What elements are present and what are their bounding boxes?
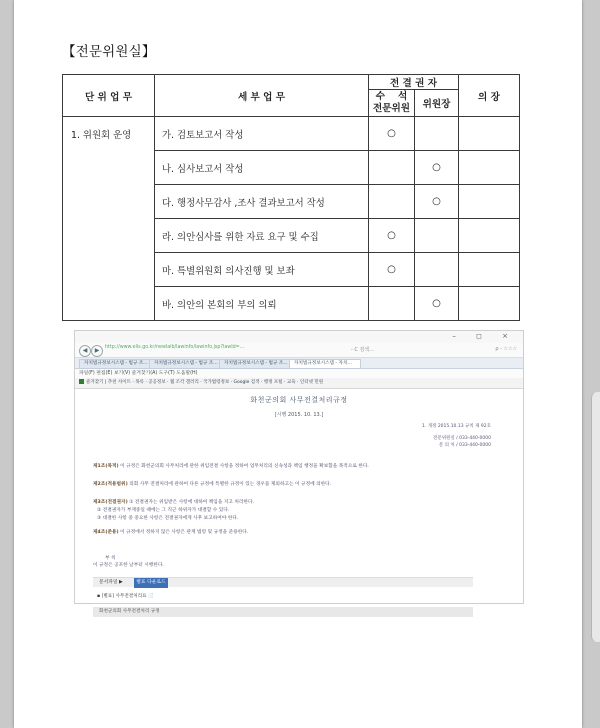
detail-cell: 마. 특별위원회 의사진행 및 보좌 [155, 253, 369, 287]
address-bar [75, 343, 523, 358]
header-detail: 세 부 업 무 [155, 75, 369, 117]
article-line: 제3조(전결권자) ① 전결권자는 위임받은 사항에 대하여 책임을 지고 처리한다. [93, 500, 255, 505]
window-controls[interactable]: – ◻ × [452, 332, 517, 340]
unit-cell [63, 117, 155, 321]
header-chair: 위원장 [415, 90, 459, 117]
browser-tab[interactable]: 자치법규정보시스템 - 법규 조... [149, 359, 221, 369]
note-cell [459, 117, 520, 151]
header-sub-director [369, 90, 415, 117]
chair-mark [415, 253, 459, 287]
chair-mark: ○ [415, 151, 459, 185]
note-cell [459, 287, 520, 321]
download-button[interactable]: 별표 다운로드 [134, 578, 167, 588]
article-line: 제1조(목적) 이 규정은 화천군의회 사무처리에 관한 위임전결 사항을 정하여 업무처리의 신속성과 책임 행정을 확보함을 목적으로 한다. [93, 464, 369, 469]
appendix-title: 부 칙 [105, 556, 116, 561]
detail-cell: 라. 의안심사를 위한 자료 요구 및 수집 [155, 219, 369, 253]
side-scroll-handle[interactable] [591, 392, 600, 642]
header-authority: 전 결 권 자 [369, 75, 459, 90]
chair-mark [415, 219, 459, 253]
sub-mark: ○ [369, 219, 415, 253]
file-row[interactable]: ▪ [별표] 사무전결처리표 📄 [97, 594, 154, 599]
detail-cell: 다. 행정사무감사 ,조사 결과보고서 작성 [155, 185, 369, 219]
browser-tab[interactable]: 자치법규정보시스템 - 법규 조... [219, 359, 291, 369]
star-icon [79, 379, 84, 384]
doc-date: [시행 2015. 10. 13.] [274, 412, 324, 418]
detail-cell: 바. 의안의 본회의 부의 의뢰 [155, 287, 369, 321]
browser-tabs [75, 358, 523, 369]
section-title: 【전문위원실】 [62, 44, 156, 60]
article-line: ③ 대결한 사항 중 중요한 사항은 전결권자에게 사후 보고하여야 한다. [97, 516, 239, 521]
article-line: 제2조(적용범위) 의회 사무 전결처리에 관하여 다른 규정에 특별한 규정이 있는 경우를 제외하고는 이 규정에 의한다. [93, 482, 332, 487]
forward-icon[interactable]: ▶ [91, 345, 103, 357]
header-sub-bottom: 전문위원 [372, 103, 411, 114]
header-unit: 단 위 업 무 [63, 75, 155, 117]
article-line: 제4조(준용) 이 규정에서 정하지 않은 사항은 관계 법령 및 규정을 준용한다. [93, 530, 249, 535]
browser-tab-active[interactable]: 자치법규정보시스템 - 자치... [289, 359, 361, 369]
detail-cell: 나. 심사보고서 작성 [155, 151, 369, 185]
appendix-text: 이 규정은 공포한 날부터 시행한다. [93, 563, 164, 568]
menu-bar[interactable]: 파일(F) 편집(E) 보기(V) 즐겨찾기(A) 도구(T) 도움말(H) [75, 369, 523, 378]
note-cell [459, 253, 520, 287]
browser-titlebar [75, 331, 523, 343]
file-label: 문서파일 ▶ [99, 580, 123, 585]
chair-mark: ○ [415, 185, 459, 219]
favorites-items[interactable]: 즐겨찾기 | 추천 사이트 · 목록 · 공공정보 · 웹 조각 갤러리 · 국가법령정보 · Google 검색 · 행정 포털 · 교육 · 인터넷 민원 [86, 380, 324, 385]
url-field[interactable]: http://www.elis.go.kr/newlaib/lawinfo/lawinfo.jsp?lawId=... [105, 345, 245, 350]
sub-mark [369, 151, 415, 185]
favorites-bar [75, 378, 523, 389]
search-box[interactable]: - C 검색... [351, 347, 374, 353]
doc-contact: 문 의 처 / 033-440-0000 [438, 443, 491, 448]
sub-mark [369, 287, 415, 321]
sub-mark: ○ [369, 253, 415, 287]
table-row [63, 117, 520, 151]
header-sub-top: 수 석 [375, 91, 408, 102]
bottom-bar: 화천군의회 사무전결처리 규정 [93, 607, 473, 617]
browser-tab[interactable]: 자치법규정보시스템 - 법규 조... [79, 359, 151, 369]
doc-dept: 전문위원실 / 033-440-0000 [433, 436, 491, 441]
note-cell [459, 185, 520, 219]
article-line: ② 전결권자가 부재중일 때에는 그 직근 하위자가 대결할 수 있다. [97, 508, 230, 513]
note-cell [459, 219, 520, 253]
document-page [14, 0, 582, 728]
sub-mark: ○ [369, 117, 415, 151]
detail-cell: 가. 검토보고서 작성 [155, 117, 369, 151]
embedded-browser-screenshot [74, 330, 524, 614]
unit-name: 1. 위원회 운영 [71, 130, 132, 141]
file-bar [93, 577, 473, 587]
sub-mark [369, 185, 415, 219]
doc-title: 화천군의회 사무전결처리규정 [250, 396, 348, 404]
chair-mark: ○ [415, 287, 459, 321]
note-cell [459, 151, 520, 185]
chair-mark [415, 117, 459, 151]
header-note: 의 장 [459, 75, 520, 117]
doc-revision: 1. 개정 2015.10.13 규칙 제 92호 [421, 424, 491, 429]
toolbar-icons[interactable]: ρ - ☆☆☆ [495, 346, 517, 352]
back-icon[interactable]: ◀ [79, 345, 91, 357]
duty-table [62, 74, 520, 321]
